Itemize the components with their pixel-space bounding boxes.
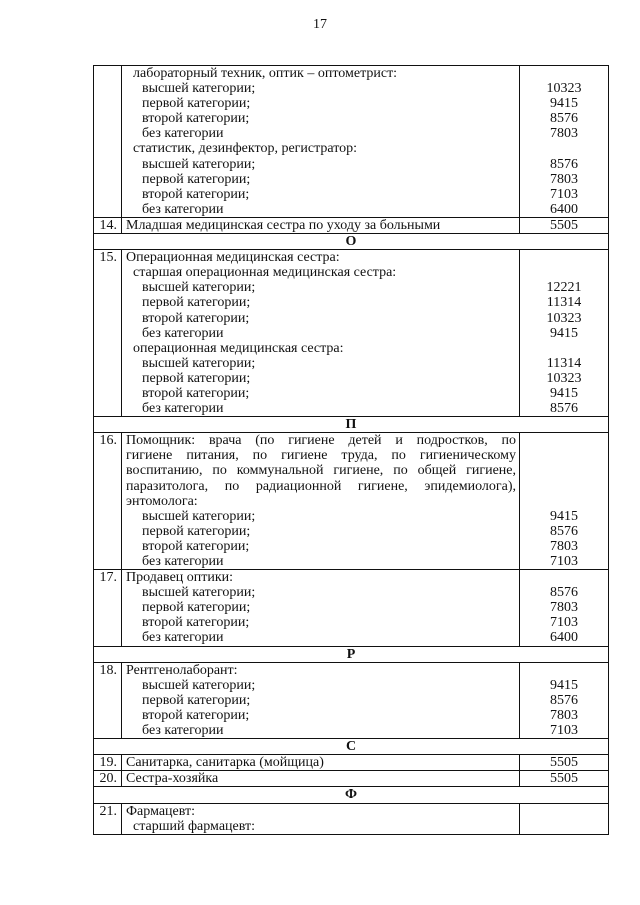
salary-value: 12221: [546, 280, 582, 296]
section-header-row: [94, 234, 609, 250]
category-label: первой категории;: [142, 295, 251, 311]
category-label: второй категории;: [142, 538, 250, 554]
row-number-cell: [94, 66, 122, 218]
category-label: первой категории;: [142, 96, 251, 112]
category-label: без категории: [142, 401, 224, 417]
row-number: 21.: [94, 803, 122, 834]
group-title: статистик, дезинфектор, регистратор:: [133, 141, 358, 157]
salary-value: 8576: [550, 156, 578, 172]
salary-value: 9415: [550, 677, 578, 693]
salary-value: 11314: [546, 355, 582, 371]
category-label: первой категории;: [142, 692, 251, 708]
value-cell: [520, 803, 609, 834]
row-number: 20.: [94, 771, 122, 787]
page-number: 17: [313, 17, 327, 32]
category-label: первой категории;: [142, 600, 251, 616]
category-label: высшей категории;: [142, 677, 256, 693]
description-cell: [122, 803, 520, 834]
salary-value: 8576: [550, 401, 578, 417]
category-label: второй категории;: [142, 385, 250, 401]
salary-value: 7803: [550, 538, 578, 554]
position-title-line: энтомолога:: [126, 493, 198, 509]
table-row: [94, 217, 609, 233]
section-letter: П: [94, 417, 609, 433]
section-letter: Ф: [94, 787, 609, 803]
salary-value: 7103: [550, 554, 578, 569]
salary-value: 7803: [550, 707, 578, 723]
section-header-row: [94, 417, 609, 433]
value-cell: [520, 433, 609, 570]
description-cell: [122, 662, 520, 738]
description-cell: [122, 570, 520, 646]
table-row: [94, 433, 609, 570]
category-label: без категории: [142, 325, 224, 341]
group-title: старший фармацевт:: [133, 818, 256, 834]
category-label: высшей категории;: [142, 280, 256, 296]
salary-value: 10323: [546, 81, 582, 97]
row-number: 14.: [94, 217, 122, 233]
group-title: лабораторный техник, оптик – оптометрист:: [133, 66, 398, 81]
section-letter: О: [94, 234, 609, 250]
section-header-row: [94, 739, 609, 755]
category-label: без категории: [142, 630, 224, 646]
row-number: 17.: [94, 570, 122, 646]
salary-value: 7803: [550, 600, 578, 616]
salary-value: 9415: [550, 385, 578, 401]
position-title-line: воспитанию, по коммунальной гигиене, по общей гигиене,: [126, 463, 516, 479]
salary-value: 10323: [546, 370, 582, 386]
salary-value: 8576: [550, 523, 578, 539]
category-label: без категории: [142, 723, 224, 739]
salary-value: 5505: [520, 217, 609, 233]
salary-value: 8576: [550, 585, 578, 601]
salary-value: 11314: [546, 295, 582, 311]
section-header-row: [94, 787, 609, 803]
salary-value: 7803: [550, 171, 578, 187]
position-title-line: гигиене питания, по гигиене труда, по гигиеническому: [126, 448, 516, 464]
table-row: [94, 771, 609, 787]
table-row: [94, 662, 609, 738]
description-cell: [122, 433, 520, 570]
position-title: Младшая медицинская сестра по уходу за больными: [122, 217, 520, 233]
salary-value: 9415: [550, 325, 578, 341]
position-title: Фармацевт:: [126, 803, 196, 819]
group-title: старшая операционная медицинская сестра:: [133, 265, 397, 281]
category-label: без категории: [142, 201, 224, 217]
value-cell: [520, 570, 609, 646]
value-cell: [520, 250, 609, 417]
category-label: первой категории;: [142, 171, 251, 187]
salary-value: 8576: [550, 692, 578, 708]
salary-value: 7103: [550, 615, 578, 631]
table-row: [94, 250, 609, 417]
position-title: Продавец оптики:: [126, 570, 234, 586]
category-label: второй категории;: [142, 111, 250, 127]
category-label: первой категории;: [142, 370, 251, 386]
category-label: первой категории;: [142, 523, 251, 539]
salary-table: [93, 65, 609, 835]
row-number: 18.: [94, 662, 122, 738]
category-label: второй категории;: [142, 615, 250, 631]
position-title-line: паразитолога, по радиационной гигиене, эпидемиолога),: [126, 478, 516, 494]
category-label: высшей категории;: [142, 81, 256, 97]
salary-value: 9415: [550, 96, 578, 112]
table-row: [94, 570, 609, 646]
category-label: второй категории;: [142, 707, 250, 723]
section-letter: Р: [94, 646, 609, 662]
salary-value: 7803: [550, 126, 578, 142]
description-cell: [122, 250, 520, 417]
row-number: 15.: [94, 250, 122, 417]
table-row: [94, 803, 609, 834]
description-cell: [122, 66, 520, 218]
position-title: Операционная медицинская сестра:: [126, 250, 340, 266]
salary-value: 5505: [520, 771, 609, 787]
salary-value: 10323: [546, 310, 582, 326]
position-title: Сестра-хозяйка: [122, 771, 520, 787]
section-header-row: [94, 646, 609, 662]
salary-value: 7103: [550, 723, 578, 739]
row-number: 16.: [94, 433, 122, 570]
position-title: Санитарка, санитарка (мойщица): [122, 755, 520, 771]
salary-value: 6400: [550, 630, 578, 646]
category-label: высшей категории;: [142, 355, 256, 371]
category-label: второй категории;: [142, 310, 250, 326]
salary-value: 6400: [550, 201, 578, 217]
table-row: [94, 755, 609, 771]
table-row: [94, 66, 609, 218]
row-number: 19.: [94, 755, 122, 771]
category-label: без категории: [142, 126, 224, 142]
section-letter: С: [94, 739, 609, 755]
value-cell: [520, 662, 609, 738]
category-label: высшей категории;: [142, 508, 256, 524]
value-cell: [520, 66, 609, 218]
category-label: высшей категории;: [142, 156, 256, 172]
salary-value: 9415: [550, 508, 578, 524]
category-label: без категории: [142, 554, 224, 569]
category-label: второй категории;: [142, 186, 250, 202]
salary-value: 8576: [550, 111, 578, 127]
salary-value: 7103: [550, 186, 578, 202]
position-title-line: Помощник: врача (по гигиене детей и подростков, по: [126, 433, 516, 449]
salary-value: 5505: [520, 755, 609, 771]
category-label: высшей категории;: [142, 585, 256, 601]
position-title: Рентгенолаборант:: [126, 662, 238, 678]
group-title: операционная медицинская сестра:: [133, 340, 344, 356]
